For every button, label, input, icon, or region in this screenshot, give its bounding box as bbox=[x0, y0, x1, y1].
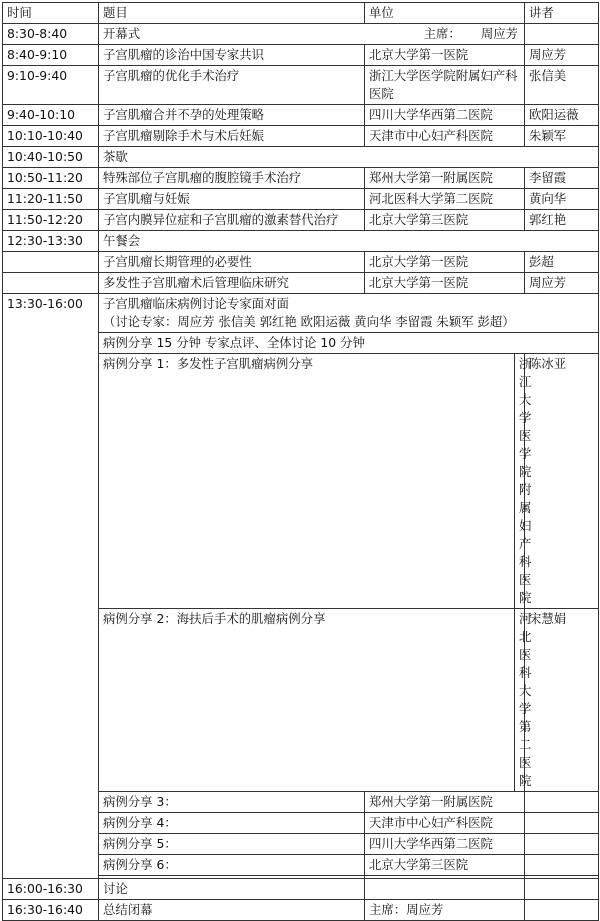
topic-cell: 特殊部位子宫肌瘤的腹腔镜手术治疗 bbox=[99, 168, 365, 189]
table-row bbox=[3, 126, 599, 147]
time-cell: 16:30-16:40 bbox=[3, 900, 99, 921]
chair-name: 周应芳 bbox=[406, 902, 444, 917]
chair-label: 主席： bbox=[369, 902, 407, 917]
speaker-cell: 周应芳 bbox=[525, 45, 599, 66]
case-speaker bbox=[525, 855, 599, 876]
table-row bbox=[3, 105, 599, 126]
speaker-cell: 欧阳运薇 bbox=[525, 105, 599, 126]
speaker-cell: 张信美 bbox=[525, 66, 599, 105]
unit-cell: 四川大学华西第二医院 bbox=[365, 105, 525, 126]
case-unit: 四川大学华西第二医院 bbox=[365, 834, 525, 855]
speaker-cell bbox=[525, 879, 599, 900]
time-cell: 9:40-10:10 bbox=[3, 105, 99, 126]
time-cell: 8:40-9:10 bbox=[3, 45, 99, 66]
speaker-cell bbox=[525, 900, 599, 921]
topic-cell: 子宫内膜异位症和子宫肌瘤的激素替代治疗 bbox=[99, 210, 365, 231]
chair-info bbox=[365, 900, 525, 921]
topic-cell: 子宫肌瘤合并不孕的处理策略 bbox=[99, 105, 365, 126]
time-cell: 13:30-16:00 bbox=[3, 294, 99, 879]
time-cell: 11:20-11:50 bbox=[3, 189, 99, 210]
topic-text: 开幕式 bbox=[103, 26, 141, 41]
topic-cell bbox=[99, 24, 525, 45]
topic-cell: 子宫肌瘤长期管理的必要性 bbox=[99, 252, 365, 273]
case-topic: 病例分享 1：多发性子宫肌瘤病例分享 bbox=[99, 354, 515, 609]
chair-info bbox=[424, 25, 520, 43]
topic-cell: 讨论 bbox=[99, 879, 365, 900]
time-cell: 12:30-13:30 bbox=[3, 231, 99, 252]
table-row bbox=[3, 210, 599, 231]
time-cell: 16:00-16:30 bbox=[3, 879, 99, 900]
chair-name: 周应芳 bbox=[480, 26, 518, 41]
unit-cell bbox=[365, 879, 525, 900]
speaker-cell: 彭超 bbox=[525, 252, 599, 273]
table-row bbox=[3, 252, 599, 273]
time-cell: 11:50-12:20 bbox=[3, 210, 99, 231]
speaker-cell: 周应芳 bbox=[525, 273, 599, 294]
table-row bbox=[3, 45, 599, 66]
time-cell: 8:30-8:40 bbox=[3, 24, 99, 45]
chair-label: 主席： bbox=[423, 26, 461, 41]
table-row bbox=[3, 900, 599, 921]
header-speaker: 讲者 bbox=[525, 3, 599, 24]
unit-cell: 北京大学第一医院 bbox=[365, 252, 525, 273]
topic-cell: 子宫肌瘤与妊娠 bbox=[99, 189, 365, 210]
case-unit: 河北医科大学第二医院 bbox=[515, 609, 525, 792]
discussion-title-text: 子宫肌瘤临床病例讨论专家面对面 bbox=[103, 296, 289, 311]
time-cell bbox=[3, 252, 99, 273]
table-row bbox=[3, 66, 599, 105]
discussion-experts: （讨论专家：周应芳 张信美 郭红艳 欧阳运薇 黄向华 李留霞 朱颖军 彭超） bbox=[103, 314, 515, 329]
speaker-cell: 朱颖军 bbox=[525, 126, 599, 147]
case-unit: 北京大学第三医院 bbox=[365, 855, 525, 876]
time-cell bbox=[3, 273, 99, 294]
case-unit: 天津市中心妇产科医院 bbox=[365, 813, 525, 834]
speaker-cell: 郭红艳 bbox=[525, 210, 599, 231]
time-cell: 10:40-10:50 bbox=[3, 147, 99, 168]
topic-cell: 子宫肌瘤剔除手术与术后妊娠 bbox=[99, 126, 365, 147]
topic-cell: 子宫肌瘤的优化手术治疗 bbox=[99, 66, 365, 105]
case-topic: 病例分享 3： bbox=[99, 792, 365, 813]
unit-cell: 河北医科大学第二医院 bbox=[365, 189, 525, 210]
speaker-cell: 黄向华 bbox=[525, 189, 599, 210]
time-cell: 9:10-9:40 bbox=[3, 66, 99, 105]
case-topic: 病例分享 4： bbox=[99, 813, 365, 834]
case-speaker: 陈冰亚 bbox=[525, 354, 599, 609]
table-row bbox=[3, 168, 599, 189]
unit-cell: 郑州大学第一附属医院 bbox=[365, 168, 525, 189]
discussion-title bbox=[99, 294, 599, 333]
topic-cell: 总结闭幕 bbox=[99, 900, 365, 921]
case-unit: 郑州大学第一附属医院 bbox=[365, 792, 525, 813]
unit-cell: 北京大学第一医院 bbox=[365, 45, 525, 66]
topic-cell: 子宫肌瘤的诊治中国专家共识 bbox=[99, 45, 365, 66]
unit-cell: 浙江大学医学院附属妇产科医院 bbox=[365, 66, 525, 105]
case-speaker bbox=[525, 792, 599, 813]
speaker-cell bbox=[525, 24, 599, 45]
speaker-cell: 李留霞 bbox=[525, 168, 599, 189]
case-topic: 病例分享 2：海扶后手术的肌瘤病例分享 bbox=[99, 609, 515, 792]
case-unit: 浙江大学医学院附属妇产科医院 bbox=[515, 354, 525, 609]
header-row bbox=[3, 3, 599, 24]
table-row bbox=[3, 879, 599, 900]
time-cell: 10:10-10:40 bbox=[3, 126, 99, 147]
case-topic: 病例分享 6： bbox=[99, 855, 365, 876]
case-speaker: 宋慧娟 bbox=[525, 609, 599, 792]
unit-cell: 北京大学第三医院 bbox=[365, 210, 525, 231]
discussion-title-row bbox=[3, 294, 599, 333]
table-row bbox=[3, 189, 599, 210]
time-cell: 10:50-11:20 bbox=[3, 168, 99, 189]
table-row bbox=[3, 231, 599, 252]
case-speaker bbox=[525, 813, 599, 834]
schedule-table bbox=[2, 2, 599, 921]
case-topic: 病例分享 5： bbox=[99, 834, 365, 855]
table-row bbox=[3, 24, 599, 45]
unit-cell: 北京大学第一医院 bbox=[365, 273, 525, 294]
header-time: 时间 bbox=[3, 3, 99, 24]
header-unit: 单位 bbox=[365, 3, 525, 24]
table-row bbox=[3, 147, 599, 168]
topic-cell: 午餐会 bbox=[99, 231, 599, 252]
case-speaker bbox=[525, 834, 599, 855]
topic-cell: 多发性子宫肌瘤术后管理临床研究 bbox=[99, 273, 365, 294]
discussion-format: 病例分享 15 分钟 专家点评、全体讨论 10 分钟 bbox=[99, 333, 599, 354]
unit-cell: 天津市中心妇产科医院 bbox=[365, 126, 525, 147]
topic-cell: 茶歇 bbox=[99, 147, 599, 168]
table-row bbox=[3, 273, 599, 294]
header-topic: 题目 bbox=[99, 3, 365, 24]
